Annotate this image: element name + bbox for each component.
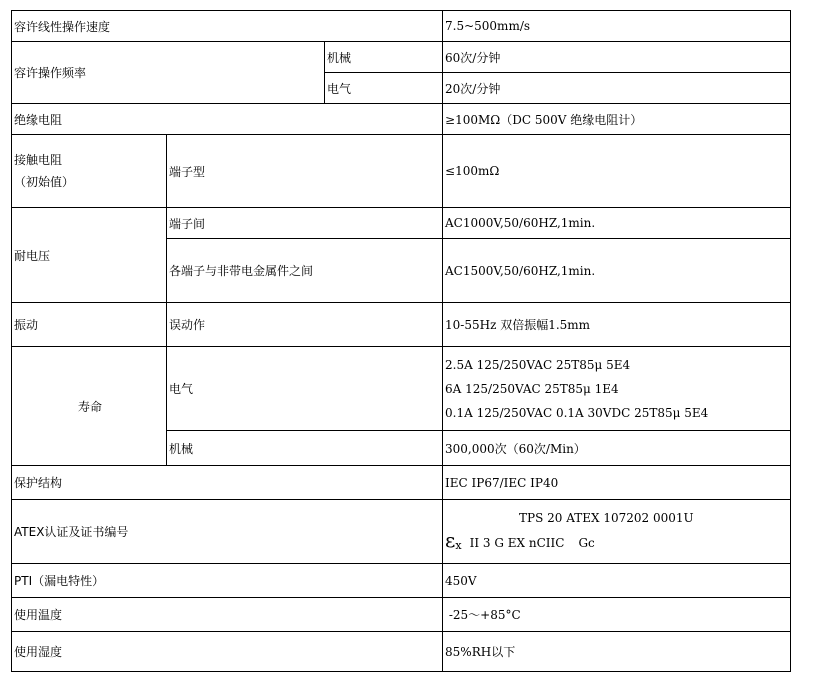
protection-label: 保护结构	[12, 466, 443, 500]
atex-cert-number: TPS 20 ATEX 107202 0001U	[519, 510, 694, 525]
atex-value	[443, 500, 791, 564]
contact-sub: 端子型	[167, 135, 443, 208]
freq-mech-label: 机械	[325, 42, 443, 73]
freq-elec-value: 20次/分钟	[443, 73, 791, 104]
ex-mark-sub: x	[455, 538, 462, 552]
atex-group: II 3 G EX nCIIC	[469, 535, 565, 550]
life-elec-line-1: 2.5A 125/250VAC 25T85μ 5E4	[445, 357, 631, 372]
contact-label-line1: 接触电阻	[14, 153, 63, 167]
life-mech-value: 300,000次（60次/Min）	[443, 431, 791, 466]
ex-mark-main: ε	[445, 527, 456, 552]
life-label: 寿命	[12, 347, 167, 466]
pti-label: PTI（漏电特性）	[12, 564, 443, 598]
row-humidity	[12, 632, 791, 672]
voltage-sub2: 各端子与非带电金属件之间	[167, 239, 443, 303]
life-elec-line-2: 6A 125/250VAC 25T85μ 1E4	[445, 381, 619, 396]
row-pti	[12, 564, 791, 598]
life-elec-label: 电气	[167, 347, 443, 431]
row-atex	[12, 500, 791, 564]
ex-mark-icon	[445, 529, 462, 557]
voltage-label: 耐电压	[12, 208, 167, 303]
life-mech-label: 机械	[167, 431, 443, 466]
voltage-value1: AC1000V,50/60HZ,1min.	[443, 208, 791, 239]
voltage-value2: AC1500V,50/60HZ,1min.	[443, 239, 791, 303]
speed-label: 容许线性操作速度	[12, 11, 443, 42]
insulation-value: ≥100MΩ（DC 500V 绝缘电阻计）	[443, 104, 791, 135]
voltage-sub1: 端子间	[167, 208, 443, 239]
vibration-value: 10-55Hz 双倍振幅1.5mm	[443, 303, 791, 347]
pti-value: 450V	[443, 564, 791, 598]
temp-label: 使用温度	[12, 598, 443, 632]
row-freq-mech	[12, 42, 791, 73]
insulation-label: 绝缘电阻	[12, 104, 443, 135]
row-temp	[12, 598, 791, 632]
row-voltage-1	[12, 208, 791, 239]
life-elec-values	[443, 347, 791, 431]
freq-label: 容许操作频率	[12, 42, 325, 104]
life-elec-line-3: 0.1A 125/250VAC 0.1A 30VDC 25T85μ 5E4	[445, 405, 709, 420]
contact-value: ≤100mΩ	[443, 135, 791, 208]
humidity-value: 85%RH以下	[443, 632, 791, 672]
spec-table	[11, 10, 791, 672]
freq-mech-value: 60次/分钟	[443, 42, 791, 73]
vibration-sub: 误动作	[167, 303, 443, 347]
contact-label-line2: （初始值）	[14, 175, 75, 189]
row-vibration	[12, 303, 791, 347]
row-life-elec	[12, 347, 791, 431]
row-speed	[12, 11, 791, 42]
freq-elec-label: 电气	[325, 73, 443, 104]
row-protection	[12, 466, 791, 500]
atex-marking-row	[445, 529, 790, 557]
row-contact	[12, 135, 791, 208]
atex-gc: Gc	[578, 535, 595, 550]
vibration-label: 振动	[12, 303, 167, 347]
protection-value: IEC IP67/IEC IP40	[443, 466, 791, 500]
speed-value: 7.5~500mm/s	[443, 11, 791, 42]
contact-label	[12, 135, 167, 208]
atex-label: ATEX认证及证书编号	[12, 500, 443, 564]
temp-value: -25～+85°C	[443, 598, 791, 632]
row-insulation	[12, 104, 791, 135]
humidity-label: 使用湿度	[12, 632, 443, 672]
